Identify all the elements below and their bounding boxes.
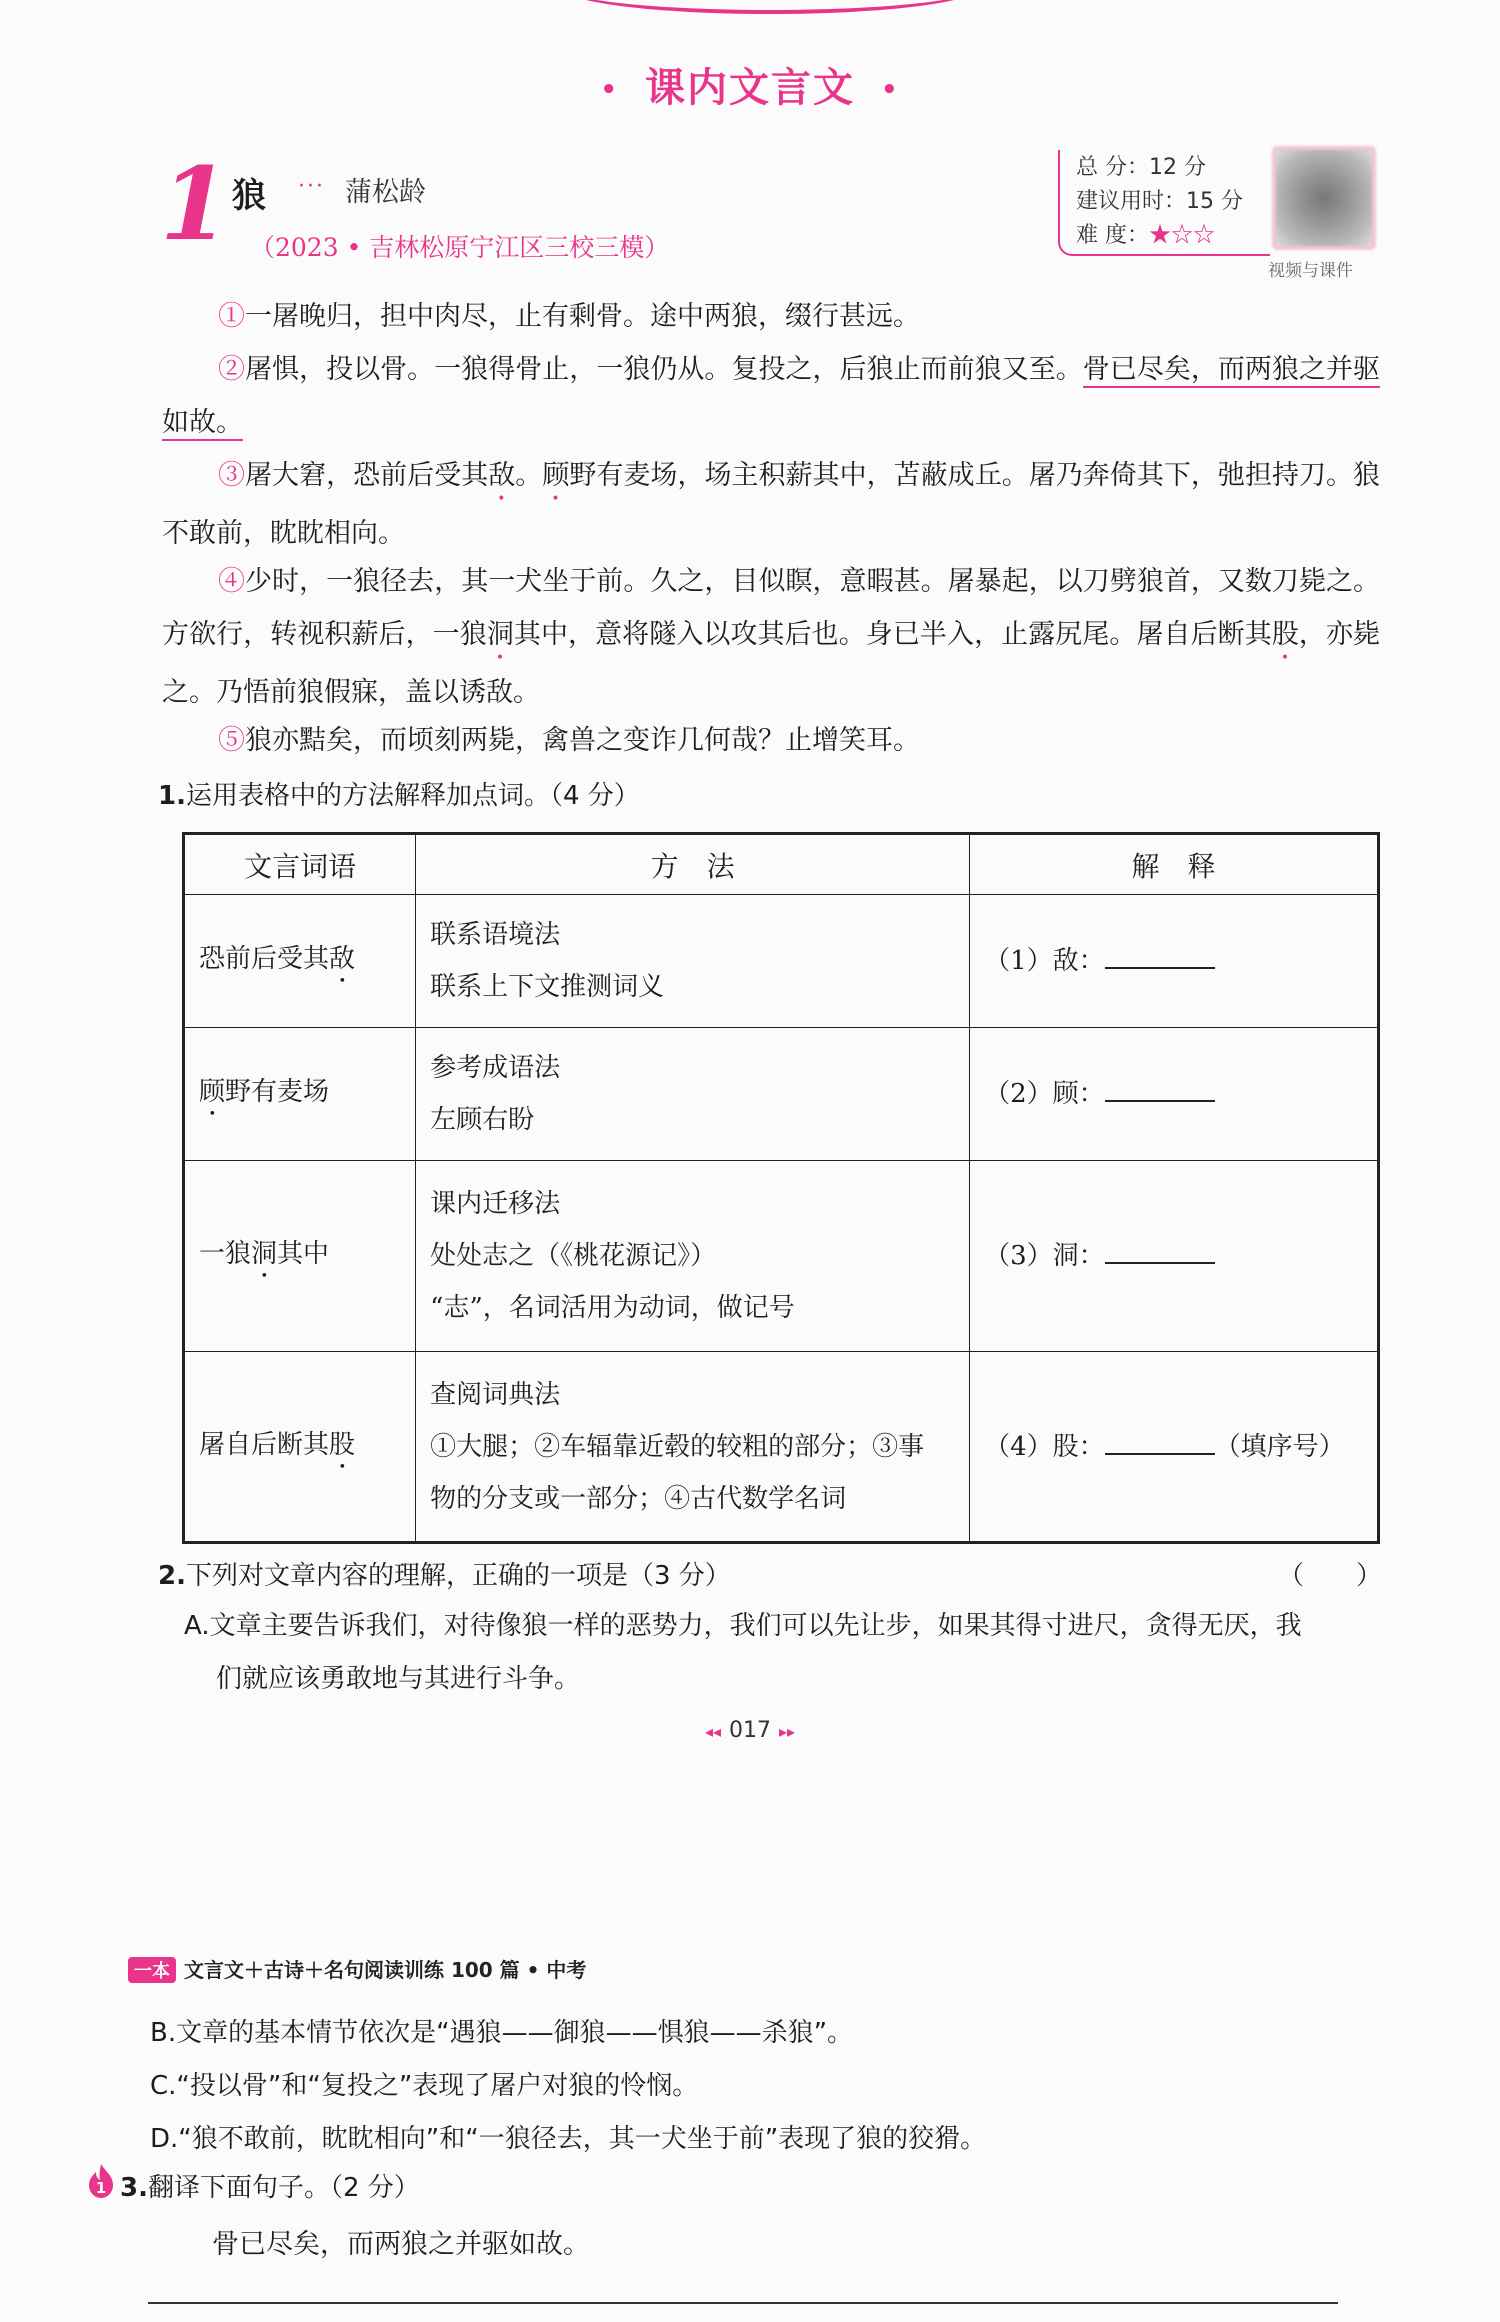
page-arrow-right-icon: ▸▸	[779, 1722, 796, 1741]
paragraph-number: ③	[218, 460, 246, 491]
dotted-word: 洞	[251, 1239, 278, 1269]
method-name: 课内迁移法	[430, 1189, 561, 1219]
table-row	[184, 895, 1379, 1028]
question-3	[120, 2167, 420, 2204]
answer-cell	[970, 1161, 1379, 1352]
paragraph-text: ，亦毙之。乃悟前狼假寐，盖以诱敌。	[162, 619, 1381, 708]
header-word: 文言词语	[184, 834, 416, 895]
paragraph-5	[162, 714, 1380, 767]
option-d: D.“狼不敢前，眈眈相向”和“一狼径去，其一犬坐于前”表现了狼的狡猾。	[150, 2124, 987, 2154]
dotted-word-gu: 顾	[542, 460, 570, 491]
table-row	[184, 1352, 1379, 1543]
score-row	[1076, 150, 1206, 181]
question-number: 2.	[158, 1561, 186, 1591]
dotted-word: 敌	[329, 944, 356, 974]
paragraph-text: 一屠晚归，担中肉尽，止有剩骨。途中两狼，缀行甚远。	[245, 301, 920, 332]
flame-icon	[86, 2163, 116, 2199]
method-detail: 左顾右盼	[430, 1105, 535, 1135]
paragraph-text: 屠大窘，恐前后受其	[245, 460, 489, 491]
paragraph-4	[162, 555, 1380, 719]
page-number	[0, 1718, 1500, 1743]
answer-blank[interactable]	[1105, 941, 1215, 969]
table-row	[184, 1161, 1379, 1352]
info-box	[1058, 150, 1270, 256]
lesson-source: （2023 • 吉林松原宁江区三校三模）	[250, 233, 670, 262]
qr-caption: 视频与课件	[1268, 261, 1353, 281]
answer-label: （3）洞：	[984, 1241, 1105, 1271]
score-value: 12 分	[1149, 155, 1206, 180]
time-value: 15 分	[1186, 189, 1244, 214]
question-1	[158, 775, 640, 812]
section-title-text: 课内文言文	[645, 65, 855, 111]
paragraph-number: ④	[218, 566, 246, 597]
title-dot-right: •	[881, 75, 900, 105]
answer-suffix: （填序号）	[1214, 1431, 1345, 1462]
question-text: 运用表格中的方法解释加点词。（4 分）	[185, 781, 640, 811]
page-number-text: 017	[729, 1718, 771, 1743]
paragraph-number: ①	[218, 301, 245, 332]
paragraph-text: 狼亦黠矣，而顷刻两毙，禽兽之变诈几何哉？止增笑耳。	[245, 725, 920, 756]
method-name: 联系语境法	[430, 920, 561, 950]
method-cell	[416, 1352, 970, 1543]
method-note: 物的分支或一部分；④古代数学名词	[430, 1483, 847, 1514]
difficulty-row	[1076, 218, 1215, 249]
top-decorative-arc	[560, 0, 980, 14]
score-label: 总 分：	[1076, 155, 1149, 180]
method-detail: ①大腿；②车辐靠近毂的较粗的部分；③事	[430, 1431, 925, 1462]
time-row	[1076, 184, 1243, 215]
word-cell	[184, 895, 416, 1028]
header-explanation: 解 释	[970, 834, 1379, 895]
paragraph-1	[162, 290, 1380, 343]
underlined-sentence: 骨已尽矣，而两狼之并驱如故。	[162, 354, 1380, 441]
answer-cell	[970, 895, 1379, 1028]
method-detail: 处处志之（《桃花源记》）	[430, 1241, 717, 1271]
question-text: 翻译下面句子。（2 分）	[147, 2173, 420, 2203]
answer-cell	[970, 1028, 1379, 1161]
answer-cell	[970, 1352, 1379, 1543]
series-title: 文言文＋古诗＋名句阅读训练 100 篇 • 中考	[184, 1958, 587, 1982]
book-series-header	[128, 1954, 586, 1983]
paragraph-text: 其中，意将隧入以攻其后也。身已半入，止露尻尾。屠自后断其	[513, 619, 1272, 650]
method-cell	[416, 1028, 970, 1161]
option-a-line-2: 们就应该勇敢地与其进行斗争。	[216, 1664, 581, 1694]
answer-blank[interactable]	[1105, 1236, 1215, 1264]
paragraph-text: 。	[515, 460, 543, 491]
question-2	[158, 1555, 731, 1592]
table-header-row	[184, 834, 1379, 895]
section-title	[0, 56, 1500, 113]
dotted-word-dong: 洞	[486, 619, 514, 650]
svg-text:1: 1	[95, 2179, 107, 2197]
title-dot-left: •	[600, 75, 619, 105]
paragraph-2	[162, 343, 1380, 449]
question-text: 下列对文章内容的理解，正确的一项是（3 分）	[185, 1561, 731, 1591]
series-logo: 一本	[128, 1957, 176, 1983]
method-name: 查阅词典法	[430, 1379, 561, 1410]
word-text: 其中	[277, 1239, 330, 1269]
paragraph-number: ②	[218, 354, 246, 385]
word-cell	[184, 1161, 416, 1352]
answer-label: （1）敌：	[984, 946, 1105, 976]
method-cell	[416, 1161, 970, 1352]
qr-code-icon[interactable]	[1272, 146, 1376, 250]
paragraph-text: 少时，一狼径去，其一犬坐于前。久之，目似瞑，意暇甚。屠暴起，以刀劈狼首，又数刀毙之。方欲行，转视积薪后，一狼	[162, 566, 1381, 650]
difficulty-label: 难 度：	[1076, 223, 1149, 248]
word-cell	[184, 1028, 416, 1161]
page-arrow-left-icon: ◂◂	[704, 1722, 721, 1741]
question-number: 3.	[120, 2173, 148, 2203]
lesson-title: 狼	[232, 176, 266, 216]
word-text: 野有麦场	[225, 1077, 330, 1107]
answer-blank[interactable]	[1105, 1074, 1215, 1102]
method-cell	[416, 895, 970, 1028]
option-b: B.文章的基本情节依次是“遇狼——御狼——惧狼——杀狼”。	[150, 2018, 854, 2048]
word-text: 屠自后断其	[199, 1429, 330, 1460]
paragraph-3	[162, 449, 1380, 560]
table-row	[184, 1028, 1379, 1161]
question-number: 1.	[158, 781, 186, 811]
dotted-word: 股	[329, 1429, 356, 1460]
answer-parentheses[interactable]: （ ）	[1278, 1561, 1383, 1591]
dotted-word-di: 敌	[488, 460, 516, 491]
method-note: “志”，名词活用为动词，做记号	[430, 1293, 795, 1323]
author-dots: ···	[298, 174, 325, 199]
time-label: 建议用时：	[1076, 189, 1187, 214]
method-detail: 联系上下文推测词义	[430, 972, 665, 1002]
word-text: 恐前后受其	[199, 944, 330, 974]
author-name: 蒲松龄	[345, 177, 426, 208]
paragraph-number: ⑤	[218, 725, 245, 756]
paragraph-text: 野有麦场，场主积薪其中，苫蔽成丘。屠乃奔倚其下，弛担持刀。狼不敢前，眈眈相向。	[162, 460, 1381, 549]
dotted-word: 顾	[199, 1077, 226, 1107]
difficulty-stars-icon: ★☆☆	[1149, 223, 1216, 248]
option-a-line-1: A.文章主要告诉我们，对待像狼一样的恶势力，我们可以先让步，如果其得寸进尺，贪得无厌，我	[184, 1611, 1302, 1641]
method-name: 参考成语法	[430, 1053, 561, 1083]
answer-blank[interactable]	[1105, 1427, 1215, 1455]
option-c: C.“投以骨”和“复投之”表现了屠户对狼的怜悯。	[150, 2071, 699, 2101]
answer-label: （4）股：	[984, 1431, 1105, 1462]
translate-sentence: 骨已尽矣，而两狼之并驱如故。	[212, 2229, 590, 2260]
header-method: 方 法	[416, 834, 970, 895]
answer-line[interactable]	[148, 2302, 1338, 2304]
dotted-word-gu2: 股	[1271, 619, 1299, 650]
word-text: 一狼	[199, 1239, 252, 1269]
lesson-number: 1	[160, 145, 230, 263]
word-cell	[184, 1352, 416, 1543]
vocab-table	[182, 832, 1380, 1544]
answer-label: （2）顾：	[984, 1079, 1105, 1109]
paragraph-text: 屠惧，投以骨。一狼得骨止，一狼仍从。复投之，后狼止而前狼又至。	[245, 354, 1083, 385]
